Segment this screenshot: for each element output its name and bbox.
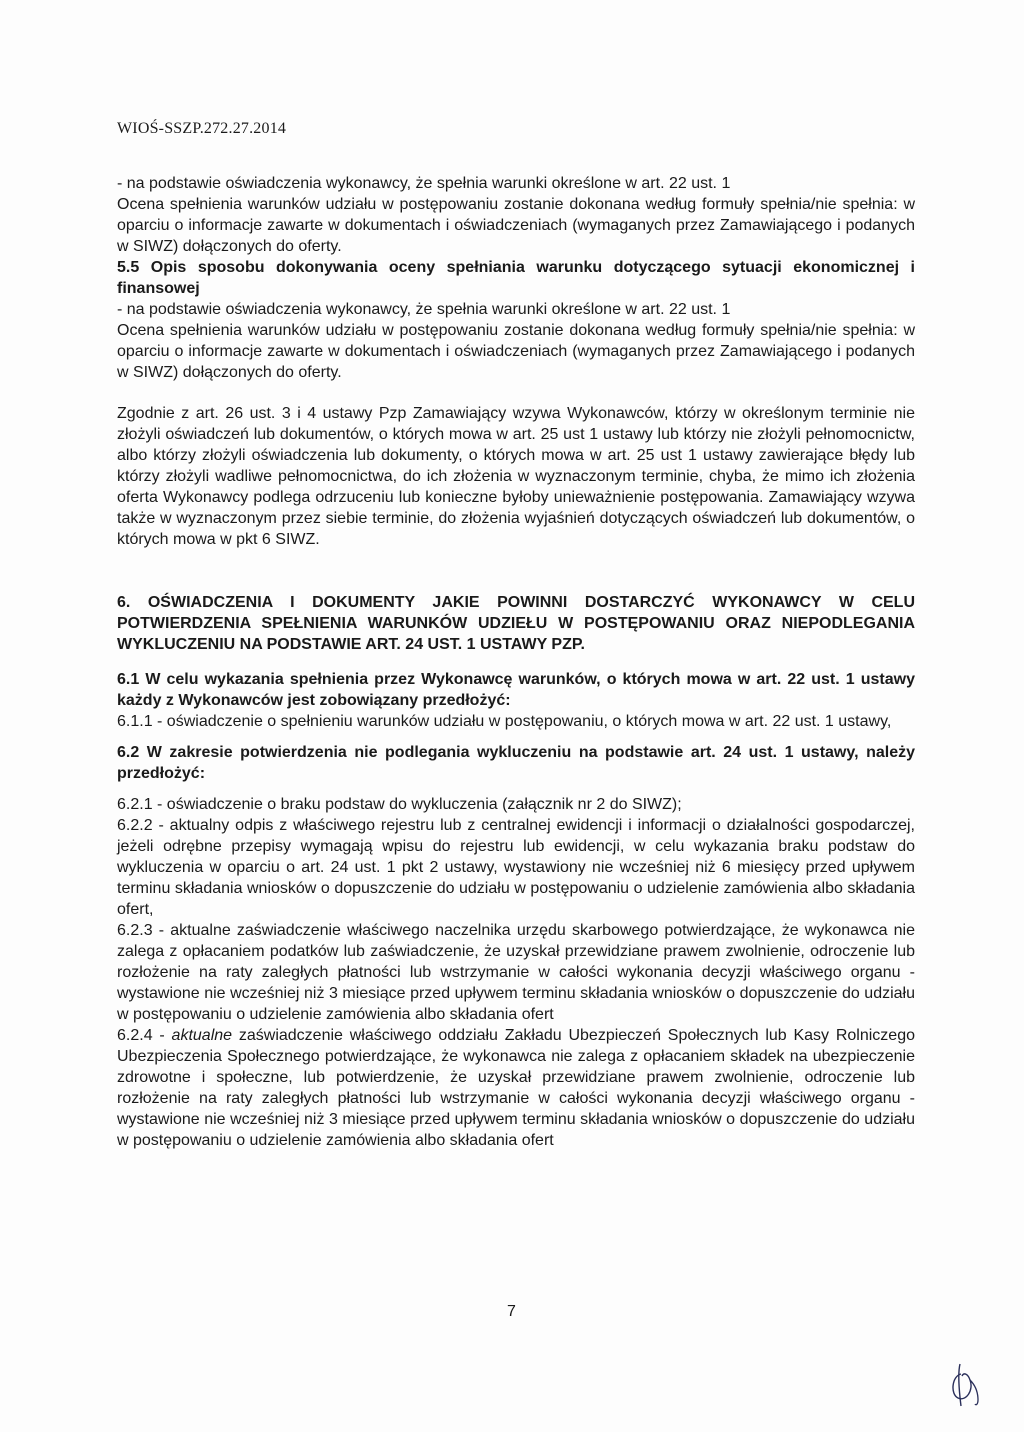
document-reference: WIOŚ-SSZP.272.27.2014 — [117, 120, 287, 137]
section-heading-6: 6. OŚWIADCZENIA I DOKUMENTY JAKIE POWINNI DOSTARCZYĆ WYKONAWCY W CELU POTWIERDZENIA SPEŁNIENIA WARUNKÓW UDZIEŁU W POSTĘPOWANIU ORAZ NIEPODLEGANIA WYKLUCZENIU NA PODSTAWIE ART. 24 UST. 1 USTAWY PZP. — [117, 594, 915, 653]
page-number: 7 — [507, 1303, 516, 1320]
item-6-2-4-italic: aktualne — [171, 1027, 233, 1044]
paragraph-condition-2: - na podstawie oświadczenia wykonawcy, że spełnia warunki określone w art. 22 ust. 1 — [117, 301, 731, 318]
section-heading-5-5: 5.5 Opis sposobu dokonywania oceny spełniania warunku dotyczącego sytuacji ekonomicznej i finansowej — [117, 259, 915, 297]
item-6-2-4-text: zaświadczenie właściwego oddziału Zakładu Ubezpieczeń Społecznych lub Kasy Rolniczego Ubezpieczenia Społecznego potwierdzające, że wykonawca nie zalega z opłacaniem składek na ubezpieczenie zdrowotne i społeczne, lub potwierdzenie, że uzyskał przewidziane prawem zwolnienie, odroczenie lub rozłożenie na raty zaległych płatności lub wstrzymanie w całości wykonania decyzji właściwego organu - wystawione nie wcześniej niż 3 miesiące przed upływem terminu składania wniosków o dopuszczenie do udziału w postępowaniu o udzielenie zamówienia albo składania ofert — [117, 1027, 916, 1149]
paragraph-assessment-1: Ocena spełnienia warunków udziału w postępowaniu zostanie dokonana według formuły spełnia/nie spełnia: w oparciu o informacje zawarte w dokumentach i oświadczeniach (wymaganych przez Zamawiającego i podanych w SIWZ) dołączonych do oferty. — [117, 196, 915, 255]
section-heading-6-2: 6.2 W zakresie potwierdzenia nie podlegania wykluczeniu na podstawie art. 24 ust. 1 ustawy, należy przedłożyć: — [117, 744, 915, 782]
item-6-2-2: 6.2.2 - aktualny odpis z właściwego rejestru lub z centralnej ewidencji i informacji o działalności gospodarczej, jeżeli odrębne przepisy wymagają wpisu do rejestru lub ewidencji, w celu wykazania braku podstaw do wykluczenia w oparciu o art. 24 ust. 1 pkt 2 ustawy, wystawiony nie wcześniej niż 6 miesięcy przed upływem terminu składania wniosków o dopuszczenie do udziału w postępowaniu o udzielenie zamówienia albo składania ofert, — [117, 817, 915, 918]
item-6-2-4 — [117, 1025, 915, 1151]
item-6-2-1: 6.2.1 - oświadczenie o braku podstaw do wykluczenia (załącznik nr 2 do SIWZ); — [117, 796, 682, 813]
paragraph-assessment-2: Ocena spełnienia warunków udziału w postępowaniu zostanie dokonana według formuły spełnia/nie spełnia: w oparciu o informacje zawarte w dokumentach i oświadczeniach (wymaganych przez Zamawiającego i podanych w SIWZ) dołączonych do oferty. — [117, 322, 915, 381]
handwritten-initials-signature — [948, 1360, 986, 1410]
item-6-2-3: 6.2.3 - aktualne zaświadczenie właściwego naczelnika urzędu skarbowego potwierdzające, że wykonawca nie zalega z opłacaniem podatków lub zaświadczenie, że uzyskał przewidziane prawem zwolnienie, odroczenie lub rozłożenie na raty zaległych płatności lub wstrzymanie w całości wykonania decyzji właściwego organu - wystawione nie wcześniej niż 3 miesiące przed upływem terminu składania wniosków o dopuszczenie do udziału w postępowaniu o udzielenie zamówienia albo składania ofert — [117, 922, 915, 1023]
section-heading-6-1: 6.1 W celu wykazania spełnienia przez Wykonawcę warunków, o których mowa w art. 22 ust. 1 ustawy każdy z Wykonawców jest zobowiązany przedłożyć: — [117, 671, 915, 709]
item-6-2-4-number: 6.2.4 - — [117, 1027, 165, 1044]
paragraph-condition-1: - na podstawie oświadczenia wykonawcy, że spełnia warunki określone w art. 22 ust. 1 — [117, 175, 731, 192]
document-body — [117, 173, 915, 1151]
item-6-1-1: 6.1.1 - oświadczenie o spełnieniu warunków udziału w postępowaniu, o których mowa w art. 22 ust. 1 ustawy, — [117, 713, 892, 730]
paragraph-article-26: Zgodnie z art. 26 ust. 3 i 4 ustawy Pzp Zamawiający wzywa Wykonawców, którzy w określonym terminie nie złożyli oświadczeń lub dokumentów, o których mowa w art. 25 ust 1 ustawy lub którzy nie złożyli pełnomocnictw, albo którzy złożyli oświadczenia lub dokumenty, o których mowa w art. 25 ust 1 ustawy zawierające błędy lub którzy złożyli wadliwe pełnomocnictwa, do ich złożenia w wyznaczonym terminie, chyba, że mimo ich złożenia oferta Wykonawcy podlega odrzuceniu lub konieczne byłoby unieważnienie postępowania. Zamawiający wzywa także w wyznaczonym przez siebie terminie, do złożenia wyjaśnień dotyczących oświadczeń lub dokumentów, o których mowa w pkt 6 SIWZ. — [117, 405, 915, 548]
